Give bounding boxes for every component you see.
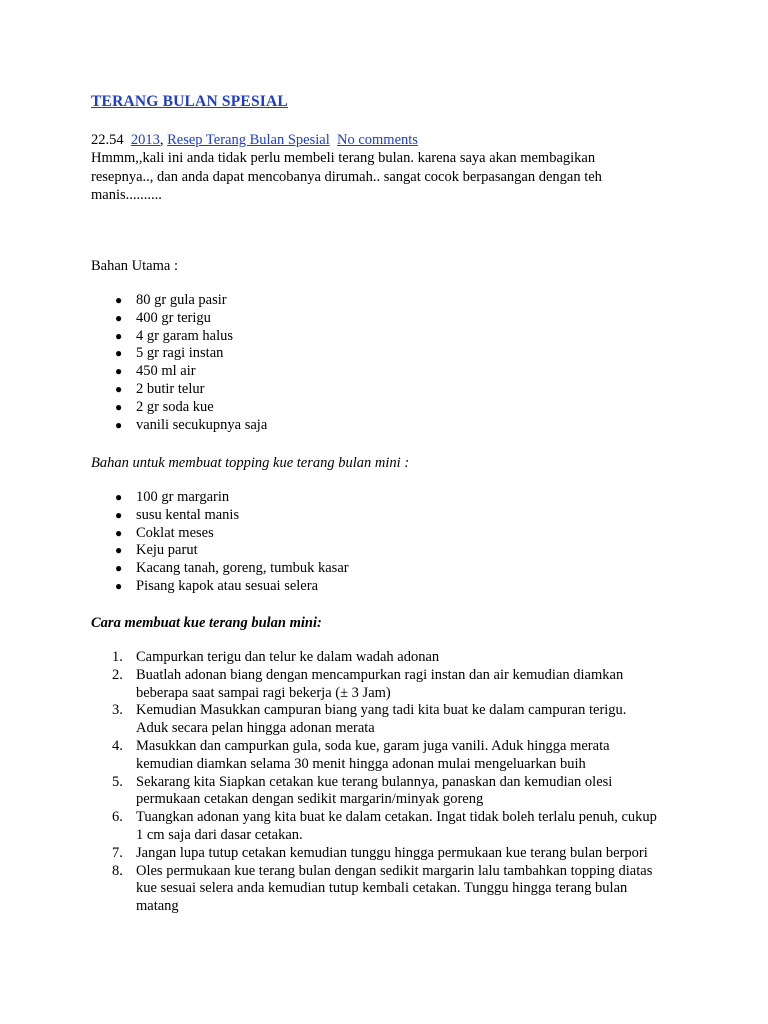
intro-paragraph bbox=[91, 149, 631, 205]
topping-heading: Bahan untuk membuat topping kue terang bulan mini : bbox=[91, 455, 410, 471]
step-number: 7. bbox=[112, 844, 123, 861]
topping-list bbox=[91, 489, 349, 596]
intro-line: manis.......... bbox=[91, 187, 162, 203]
step-line: Jangan lupa tutup cetakan kemudian tunggu hingga permukaan kue terang bulan berpori bbox=[136, 844, 648, 861]
steps-list bbox=[91, 649, 691, 916]
step-line: Kemudian Masukkan campuran biang yang tadi kita buat ke dalam campuran terigu. bbox=[136, 702, 627, 719]
post-time: 22.54 bbox=[91, 132, 124, 148]
step-line: Masukkan dan campurkan gula, soda kue, garam juga vanili. Aduk hingga merata bbox=[136, 737, 610, 754]
list-item: ● Coklat meses bbox=[115, 524, 214, 541]
bahan-utama-list bbox=[91, 292, 267, 434]
step-item bbox=[91, 738, 691, 774]
step-line: matang bbox=[136, 898, 179, 915]
list-item: ● 450 ml air bbox=[115, 363, 196, 380]
step-line: beberapa saat sampai ragi bekerja (± 3 Jam) bbox=[136, 684, 391, 701]
step-number: 1. bbox=[112, 649, 123, 665]
step-number: 2. bbox=[112, 666, 123, 683]
list-item: ● 2 butir telur bbox=[115, 380, 205, 397]
step-item bbox=[91, 774, 691, 810]
step-number: 8. bbox=[112, 862, 123, 879]
list-item: ● vanili secukupnya saja bbox=[115, 416, 268, 433]
step-line: permukaan cetakan dengan sedikit margarin/minyak goreng bbox=[136, 791, 484, 808]
step-number: 5. bbox=[112, 773, 123, 790]
step-item bbox=[91, 667, 691, 703]
category-link[interactable]: Resep Terang Bulan Spesial bbox=[167, 132, 330, 148]
intro-line: Hmmm,,kali ini anda tidak perlu membeli terang bulan. karena saya akan membagikan bbox=[91, 150, 596, 166]
year-link[interactable]: 2013 bbox=[130, 132, 160, 148]
step-number: 3. bbox=[112, 702, 123, 719]
cara-heading: Cara membuat kue terang bulan mini: bbox=[91, 615, 322, 631]
step-line: kemudian diamkan selama 30 menit hingga adonan mulai mengeluarkan buih bbox=[136, 755, 586, 772]
list-item: ● 400 gr terigu bbox=[115, 309, 211, 326]
list-item: ● Keju parut bbox=[115, 542, 198, 559]
list-item: ● 5 gr ragi instan bbox=[115, 345, 224, 362]
comments-link[interactable]: No comments bbox=[337, 132, 418, 148]
step-line: Buatlah adonan biang dengan mencampurkan ragi instan dan air kemudian diamkan bbox=[136, 666, 624, 683]
bahan-utama-heading: Bahan Utama : bbox=[91, 258, 178, 274]
list-item: ● 2 gr soda kue bbox=[115, 398, 214, 415]
step-line: Aduk secara pelan hingga adonan merata bbox=[136, 720, 375, 737]
list-item: ● susu kental manis bbox=[115, 506, 240, 523]
meta-separator: , bbox=[159, 132, 164, 148]
list-item: ● Pisang kapok atau sesuai selera bbox=[115, 577, 319, 594]
list-item: ● 4 gr garam halus bbox=[115, 327, 234, 344]
post-title-link[interactable]: TERANG BULAN SPESIAL bbox=[91, 93, 288, 110]
step-item bbox=[91, 649, 691, 667]
step-line: Campurkan terigu dan telur ke dalam wadah adonan bbox=[136, 649, 440, 665]
step-item bbox=[91, 845, 691, 863]
step-line: Tuangkan adonan yang kita buat ke dalam cetakan. Ingat tidak boleh terlalu penuh, cukup bbox=[136, 809, 657, 826]
step-line: Sekarang kita Siapkan cetakan kue terang bulannya, panaskan dan kemudian olesi bbox=[136, 773, 613, 790]
step-number: 4. bbox=[112, 737, 123, 754]
intro-line: resepnya.., dan anda dapat mencobanya dirumah.. sangat cocok berpasangan dengan teh bbox=[91, 168, 602, 185]
step-line: Oles permukaan kue terang bulan dengan sedikit margarin lalu tambahkan topping diatas bbox=[136, 862, 653, 879]
post-meta bbox=[91, 131, 418, 149]
step-item bbox=[91, 702, 691, 738]
list-item: ● 80 gr gula pasir bbox=[115, 292, 227, 308]
step-item bbox=[91, 809, 691, 845]
step-item bbox=[91, 863, 691, 916]
list-item: ● 100 gr margarin bbox=[115, 489, 230, 505]
step-number: 6. bbox=[112, 809, 123, 826]
step-line: 1 cm saja dari dasar cetakan. bbox=[136, 826, 303, 843]
step-line: kue sesuai selera anda kemudian tutup kembali cetakan. Tunggu hingga terang bulan bbox=[136, 880, 628, 897]
list-item: ● Kacang tanah, goreng, tumbuk kasar bbox=[115, 560, 349, 577]
